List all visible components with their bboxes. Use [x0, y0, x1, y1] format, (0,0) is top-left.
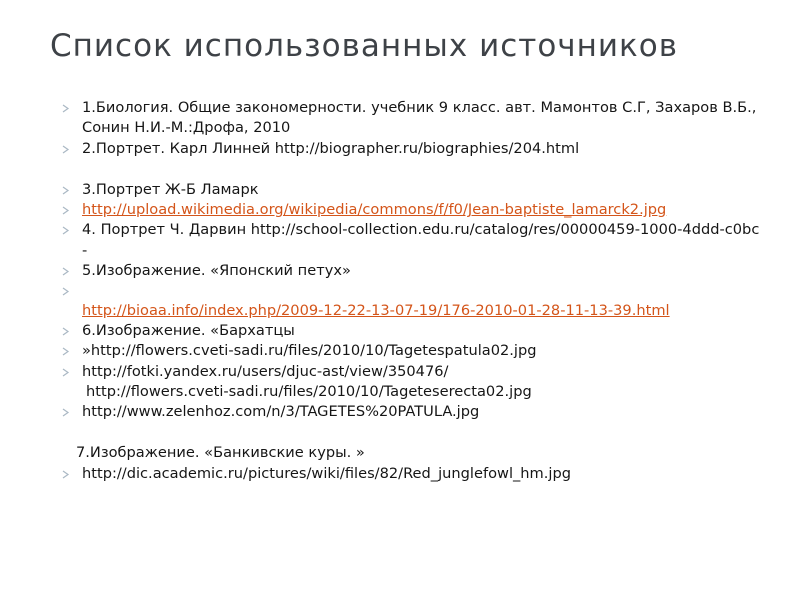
list-item [62, 321, 762, 341]
list-item-text: 1.Биология. Общие закономерности. учебник 9 класс. авт. Мамонтов С.Г, Захаров В.Б., Сонин Н.И.-М.:Дрофа, 2010 [82, 99, 757, 137]
bullet-arrow-icon [62, 402, 76, 422]
list-item-text: 6.Изображение. «Бархатцы [82, 321, 295, 339]
list-item-text: http://flowers.cveti-sadi.ru/files/2010/10/Tageteserecta02.jpg [86, 382, 532, 400]
list-item [62, 261, 762, 281]
list-item [62, 382, 762, 402]
bullet-arrow-icon [62, 200, 76, 220]
lamarck-portrait-link[interactable]: http://upload.wikimedia.org/wikipedia/commons/f/f0/Jean-baptiste_lamarck2.jpg [82, 201, 667, 219]
source-list [62, 98, 762, 484]
list-item [62, 341, 762, 361]
bullet-arrow-icon [62, 139, 76, 159]
list-item [62, 464, 762, 484]
list-item-empty [62, 281, 762, 301]
bullet-arrow-icon [62, 362, 76, 382]
bullet-arrow-icon [62, 321, 76, 341]
bullet-arrow-icon [62, 341, 76, 361]
list-item-text: http://dic.academic.ru/pictures/wiki/files/82/Red_junglefowl_hm.jpg [82, 464, 571, 482]
list-item [62, 402, 762, 422]
bullet-arrow-icon [62, 98, 76, 118]
list-item-text: http://www.zelenhoz.com/n/3/TAGETES%20PATULA.jpg [82, 403, 480, 421]
bullet-arrow-icon [62, 180, 76, 200]
list-item [62, 443, 762, 463]
list-item [62, 98, 762, 139]
bullet-arrow-icon [62, 261, 76, 281]
list-item-text: 7.Изображение. «Банкивские куры. » [76, 444, 365, 462]
list-item [62, 220, 762, 261]
bullet-arrow-icon [62, 464, 76, 484]
list-item-text: 3.Портрет Ж-Б Ламарк [82, 180, 259, 198]
list-item [62, 301, 762, 321]
list-item-text: »http://flowers.cveti-sadi.ru/files/2010/10/Tagetespatula02.jpg [82, 342, 537, 360]
rooster-image-link[interactable]: http://bioaa.info/index.php/2009-12-22-13-07-19/176-2010-01-28-11-13-39.html [82, 301, 670, 319]
list-item-text: 5.Изображение. «Японский петух» [82, 262, 351, 280]
list-item [62, 139, 762, 159]
list-item-text: 2.Портрет. Карл Линней http://biographer.ru/biographies/204.html [82, 139, 580, 157]
list-item-text: http://fotki.yandex.ru/users/djuc-ast/view/350476/ [82, 362, 449, 380]
list-item [62, 200, 762, 220]
list-item [62, 180, 762, 200]
bullet-arrow-icon [62, 220, 76, 240]
slide-title: Список использованных источников [50, 28, 678, 64]
list-item [62, 362, 762, 382]
list-item-text: 4. Портрет Ч. Дарвин http://school-collection.edu.ru/catalog/res/00000459-1000-4ddd-c0bc- [82, 221, 760, 259]
bullet-arrow-icon [62, 281, 76, 301]
